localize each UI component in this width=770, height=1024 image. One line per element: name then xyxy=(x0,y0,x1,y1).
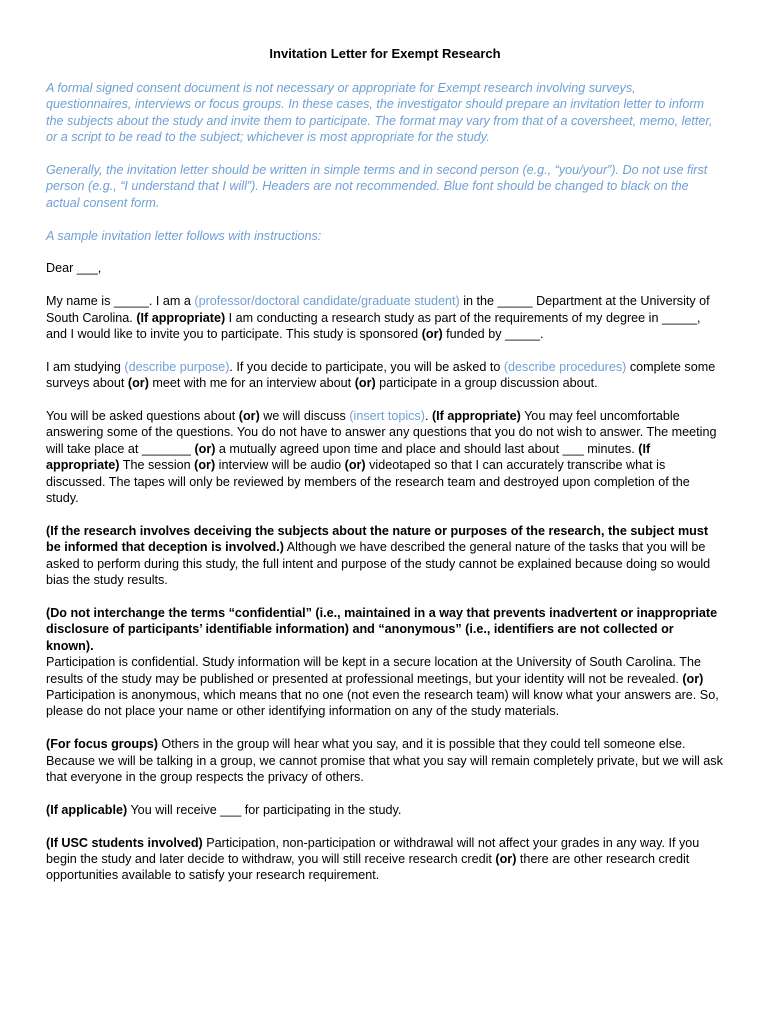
bold-instruction: (If appropriate) xyxy=(46,441,651,473)
instruction-paragraph-2: Generally, the invitation letter should be written in simple terms and in second person (e.g., “you/your”). Do not use first person (e.g., “I understand that I will”). Headers are not recommended. Blue font should be changed to black on the actual consent form. xyxy=(46,163,708,210)
text-run: My name is _____. I am a xyxy=(46,294,195,309)
text-run: funded by _____. xyxy=(442,327,544,342)
bold-instruction: (If the research involves deceiving the subjects about the nature or purposes of the research, the subject must be informed that deception is involved.) xyxy=(46,523,709,555)
focus-groups-paragraph xyxy=(46,736,724,785)
bold-instruction: (or) xyxy=(354,376,376,391)
text-run: we will discuss xyxy=(259,409,350,424)
text-run: videotaped so that I can accurately transcribe what is discussed. The tapes will only be reviewed by members of the research team and destroyed upon completion of the study. xyxy=(46,458,690,506)
instruction-paragraph-1: A formal signed consent document is not necessary or appropriate for Exempt research involving surveys, questionnaires, interviews or focus groups. In these cases, the investigator should prepare an invitation letter to inform the subjects about the study and invite them to participate. The format may vary from that of a coversheet, memo, letter, or a script to be read to the subject; whichever is most appropriate for the study. xyxy=(46,81,713,145)
text-run: I am conducting a research study as part of the requirements of my degree in _____, and I would like to invite you to participate. This study is sponsored xyxy=(46,310,701,342)
placeholder-text: (describe procedures) xyxy=(503,359,627,374)
deception-paragraph xyxy=(46,523,724,589)
text-run: I am studying xyxy=(46,359,125,374)
confidential-instruction xyxy=(46,605,724,654)
text-run: You will receive ___ for participating in the study. xyxy=(127,802,402,817)
text-run: Although we have described the general nature of the tasks that you will be asked to perform during this study, the full intent and purpose of the study cannot be explained because doing so would bias the study results. xyxy=(46,540,711,588)
text-run: meet with me for an interview about xyxy=(148,376,355,391)
bold-instruction: (If appropriate) xyxy=(136,310,226,325)
text-run: there are other research credit opportunities available to satisfy your research requirement. xyxy=(46,851,690,883)
bold-instruction: (If USC students involved) xyxy=(46,835,203,850)
text-run: . If you decide to participate, you will be asked to xyxy=(229,359,504,374)
text-run: Participation, non-participation or withdrawal will not affect your grades in any way. If you begin the study and later decide to withdraw, you will still receive research credit xyxy=(46,835,700,866)
bold-instruction: (For focus groups) xyxy=(46,737,158,752)
bold-instruction: (Do not interchange the terms “confidential” (i.e., maintained in a way that prevents inadvertent or inappropriate disclosure of participants’ identifiable information) and “anonymous” (i.e., identifiers are not collected or known). xyxy=(46,605,718,653)
bold-instruction: (or) xyxy=(194,458,216,473)
placeholder-text: (professor/doctoral candidate/graduate student) xyxy=(194,294,460,309)
usc-students-paragraph xyxy=(46,835,724,884)
placeholder-text: (insert topics) xyxy=(349,409,425,424)
text-run: . xyxy=(424,409,432,424)
text-run: Participation is anonymous, which means that no one (not even the research team) will know what your answers are. So, please do not place your name or other identifying information on any of the study materials. xyxy=(46,687,719,719)
text-run: interview will be audio xyxy=(215,458,345,473)
bold-instruction: (or) xyxy=(194,441,216,456)
text-run: participate in a group discussion about. xyxy=(375,376,598,391)
bold-instruction: (or) xyxy=(682,671,704,686)
confidential-paragraph xyxy=(46,654,724,720)
instruction-paragraph-3: A sample invitation letter follows with instructions: xyxy=(46,228,322,243)
questions-paragraph xyxy=(46,408,724,506)
text-run: Others in the group will hear what you say, and it is possible that they could tell someone else. Because we will be talking in a group, we cannot promise that what you say will remain completely private, but we will ask that everyone in the group respects the privacy of others. xyxy=(46,737,723,784)
text-run: You will be asked questions about xyxy=(46,409,239,424)
bold-instruction: (If applicable) xyxy=(46,802,128,817)
bold-instruction: (or) xyxy=(344,458,366,473)
greeting: Dear ___, xyxy=(46,261,102,276)
bold-instruction: (If appropriate) xyxy=(431,409,521,424)
document-title: Invitation Letter for Exempt Research xyxy=(269,46,501,61)
intro-paragraph xyxy=(46,293,724,342)
bold-instruction: (or) xyxy=(421,327,443,342)
text-run: in the _____ Department at the University of South Carolina. xyxy=(46,294,710,325)
study-paragraph xyxy=(46,359,724,392)
text-run: The session xyxy=(119,458,195,473)
text-run: complete some surveys about xyxy=(46,359,716,391)
text-run: You may feel uncomfortable answering some of the questions. You do not have to answer any questions that you do not wish to answer. The meeting will take place at _______ xyxy=(46,409,717,456)
text-run: a mutually agreed upon time and place and should last about ___ minutes. xyxy=(215,441,639,456)
bold-instruction: (or) xyxy=(238,409,260,424)
text-run: Participation is confidential. Study information will be kept in a secure location at the University of South Carolina. The results of the study may be published or presented at professional meetings, but your identity will not be revealed. xyxy=(46,655,701,686)
compensation-paragraph xyxy=(46,802,724,818)
bold-instruction: (or) xyxy=(127,376,149,391)
placeholder-text: (describe purpose) xyxy=(124,359,230,374)
bold-instruction: (or) xyxy=(495,851,517,866)
